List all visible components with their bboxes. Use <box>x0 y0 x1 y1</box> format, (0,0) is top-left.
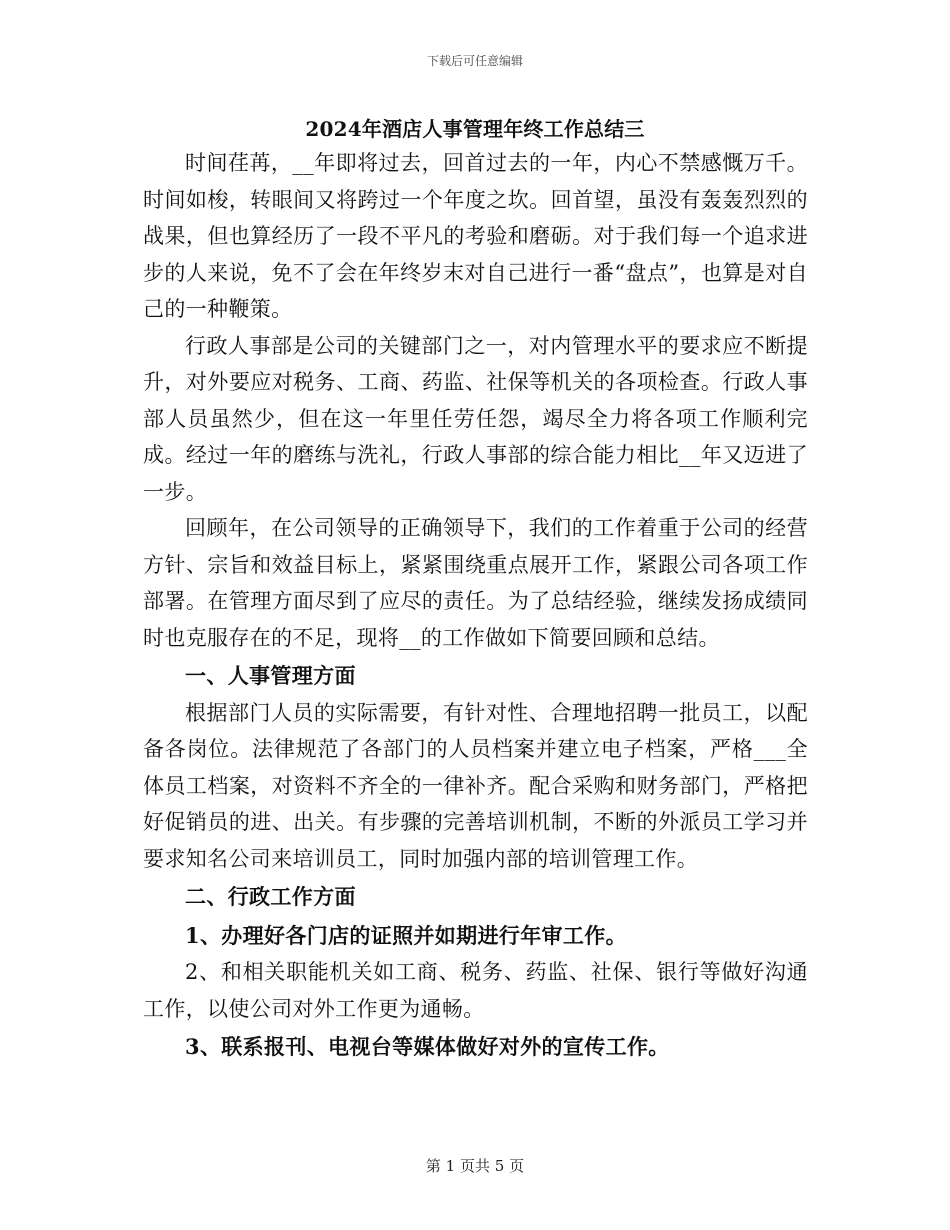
header-note: 下载后可任意编辑 <box>426 54 523 68</box>
document-title: 2024年酒店人事管理年终工作总结三 <box>305 117 645 141</box>
document-body <box>143 145 808 1066</box>
admin-item-2: 2、和相关职能机关如工商、税务、药监、社保、银行等做好沟通工作，以使公司对外工作更为通畅。 <box>143 960 808 1021</box>
page-footer: 第 1 页共 5 页 <box>425 1157 525 1175</box>
section-heading-admin: 二、行政工作方面 <box>185 884 356 909</box>
admin-item-3: 3、联系报刊、电视台等媒体做好对外的宣传工作。 <box>185 1034 670 1059</box>
department-paragraph: 行政人事部是公司的关键部门之一，对内管理水平的要求应不断提升，对外要应对税务、工商、药监、社保等机关的各项检查。行政人事部人员虽然少，但在这一年里任劳任怨，竭尽全力将各项工作顺利完成。经过一年的磨练与洗礼，行政人事部的综合能力相比__年又迈进了一步。 <box>143 333 808 504</box>
review-paragraph: 回顾年，在公司领导的正确领导下，我们的工作着重于公司的经营方针、宗旨和效益目标上，紧紧围绕重点展开工作，紧跟公司各项工作部署。在管理方面尽到了应尽的责任。为了总结经验，继续发扬成绩同时也克服存在的不足，现将__的工作做如下简要回顾和总结。 <box>143 516 808 650</box>
admin-item-1: 1、办理好各门店的证照并如期进行年审工作。 <box>185 922 627 948</box>
personnel-paragraph: 根据部门人员的实际需要，有针对性、合理地招聘一批员工，以配备各岗位。法律规范了各部门的人员档案并建立电子档案，严格___全体员工档案，对资料不齐全的一律补齐。配合采购和财务部门，严格把好促销员的进、出关。有步骤的完善培训机制，不断的外派员工学习并要求知名公司来培训员工，同时加强内部的培训管理工作。 <box>143 700 808 871</box>
intro-paragraph: 时间荏苒，__年即将过去，回首过去的一年，内心不禁感慨万千。时间如梭，转眼间又将跨过一个年度之坎。回首望，虽没有轰轰烈烈的战果，但也算经历了一段不平凡的考验和磨砺。对于我们每一个追求进步的人来说，免不了会在年终岁末对自己进行一番“盘点”，也算是对自己的一种鞭策。 <box>143 151 808 321</box>
section-heading-personnel: 一、人事管理方面 <box>185 663 356 688</box>
